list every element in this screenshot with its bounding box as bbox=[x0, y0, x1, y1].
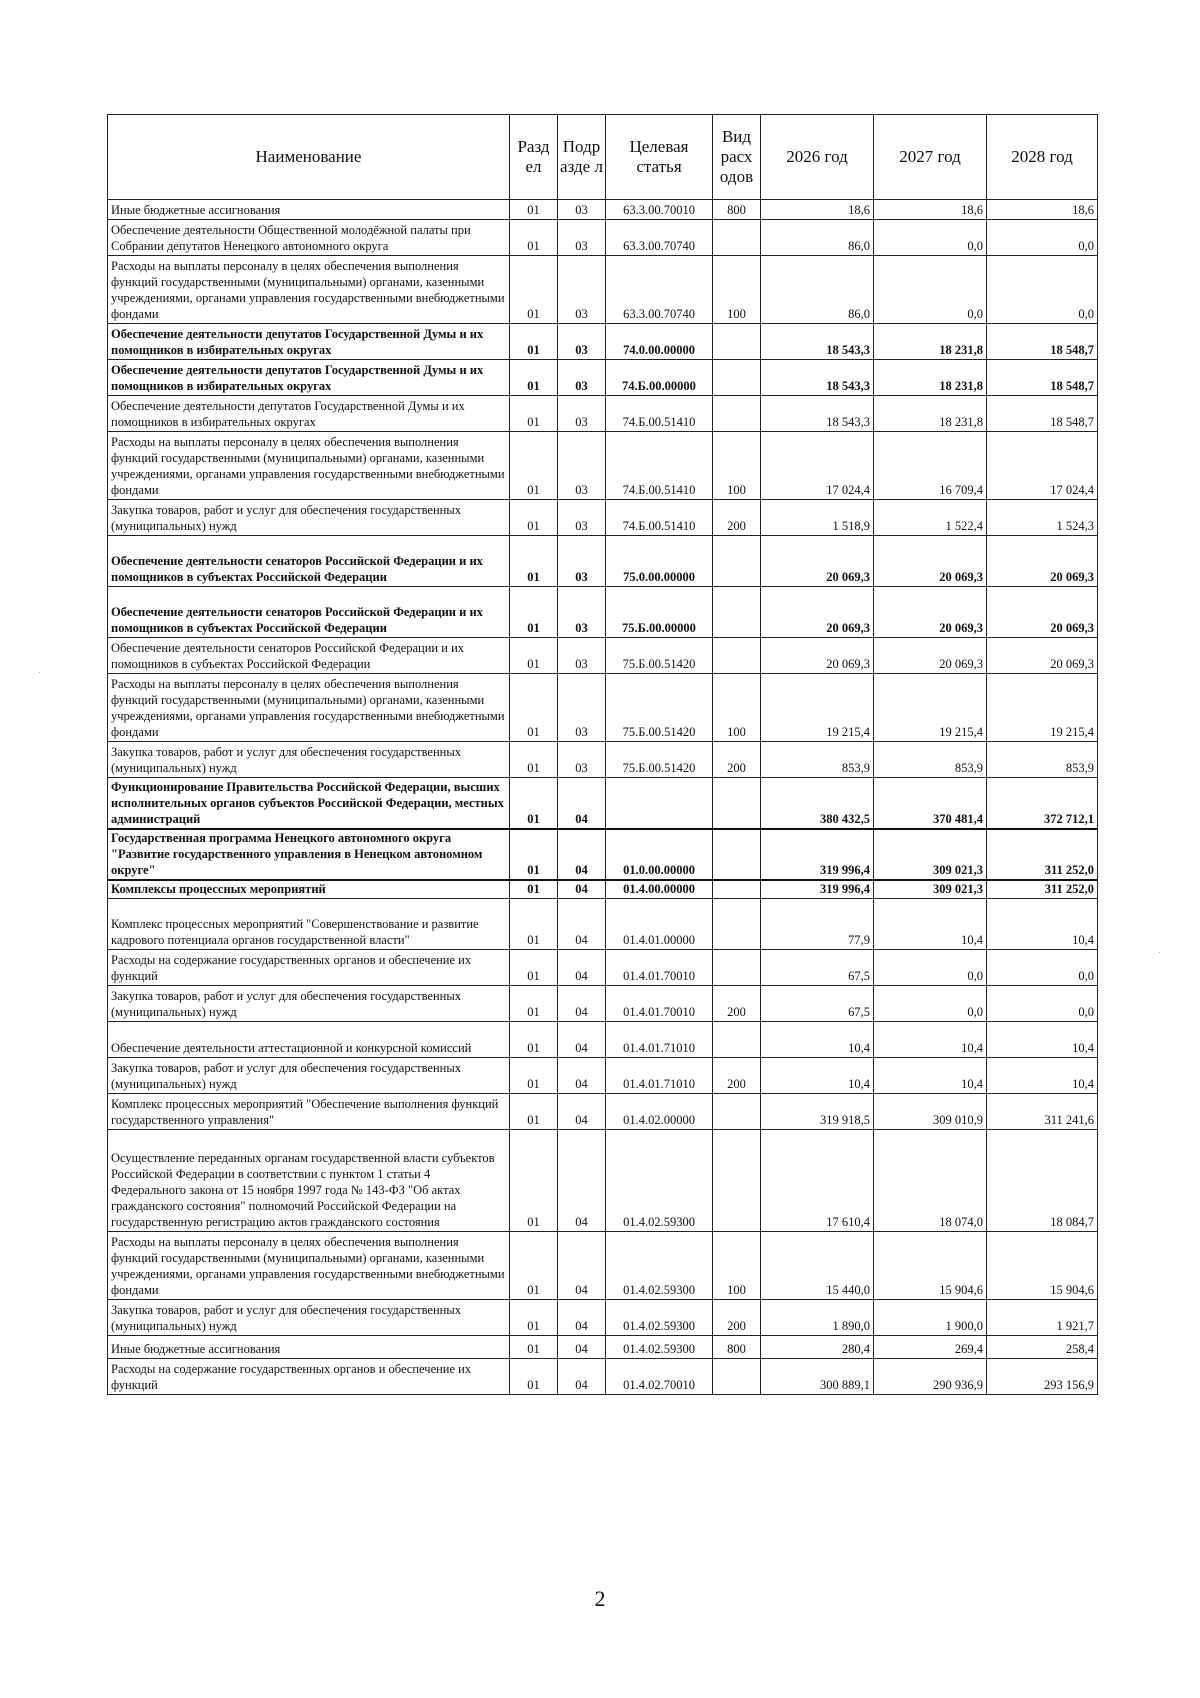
row-type: 200 bbox=[713, 500, 761, 536]
table-row bbox=[108, 1231, 1098, 1299]
row-target: 01.4.02.59300 bbox=[606, 1299, 713, 1335]
row-name: Комплекс процессных мероприятий "Совершенствование и развитие кадрового потенциала органов государственной власти" bbox=[108, 898, 510, 949]
row-value-2028: 311 252,0 bbox=[987, 880, 1098, 899]
row-value-2026: 18 543,3 bbox=[761, 324, 874, 360]
table-row bbox=[108, 1129, 1098, 1231]
row-value-2028: 10,4 bbox=[987, 1021, 1098, 1057]
row-type bbox=[713, 360, 761, 396]
row-subsection: 03 bbox=[558, 500, 606, 536]
row-value-2026: 18 543,3 bbox=[761, 360, 874, 396]
row-name: Иные бюджетные ассигнования bbox=[108, 1335, 510, 1358]
row-value-2026: 20 069,3 bbox=[761, 587, 874, 638]
row-section: 01 bbox=[510, 1231, 558, 1299]
row-value-2028: 0,0 bbox=[987, 949, 1098, 985]
row-value-2027: 18 231,8 bbox=[874, 396, 987, 432]
row-value-2028: 18,6 bbox=[987, 200, 1098, 220]
row-value-2027: 10,4 bbox=[874, 898, 987, 949]
row-name: Обеспечение деятельности аттестационной и конкурсной комиссий bbox=[108, 1021, 510, 1057]
row-name: Осуществление переданных органам государственной власти субъектов Российской Федерации в соответствии с пунктом 1 статьи 4 Федерального закона от 15 ноября 1997 года № 143-ФЗ "Об актах гражданского состояния" полномочий Российской Федерации на государственную регистрацию актов гражданского состояния bbox=[108, 1129, 510, 1231]
row-target: 01.4.00.00000 bbox=[606, 880, 713, 899]
row-subsection: 04 bbox=[558, 985, 606, 1021]
table-header-row bbox=[108, 115, 1098, 200]
table-row bbox=[108, 985, 1098, 1021]
row-subsection: 03 bbox=[558, 587, 606, 638]
row-value-2028: 18 084,7 bbox=[987, 1129, 1098, 1231]
row-name: Иные бюджетные ассигнования bbox=[108, 200, 510, 220]
row-value-2027: 0,0 bbox=[874, 985, 987, 1021]
row-name: Обеспечение деятельности депутатов Государственной Думы и их помощников в избирательных округах bbox=[108, 324, 510, 360]
header-section: Разд ел bbox=[510, 115, 558, 200]
row-type: 100 bbox=[713, 256, 761, 324]
table-row bbox=[108, 674, 1098, 742]
row-value-2026: 300 889,1 bbox=[761, 1358, 874, 1394]
row-target: 63.3.00.70010 bbox=[606, 200, 713, 220]
row-value-2026: 18 543,3 bbox=[761, 396, 874, 432]
row-section: 01 bbox=[510, 256, 558, 324]
row-subsection: 04 bbox=[558, 880, 606, 899]
row-target: 74.Б.00.51410 bbox=[606, 500, 713, 536]
row-name: Расходы на выплаты персоналу в целях обеспечения выполнения функций государственными (муниципальными) органами, казенными учреждениями, органами управления государственными внебюджетными фондами bbox=[108, 432, 510, 500]
row-value-2028: 19 215,4 bbox=[987, 674, 1098, 742]
table-row bbox=[108, 500, 1098, 536]
row-value-2026: 18,6 bbox=[761, 200, 874, 220]
row-target: 01.4.02.59300 bbox=[606, 1335, 713, 1358]
row-value-2026: 17 610,4 bbox=[761, 1129, 874, 1231]
row-value-2028: 10,4 bbox=[987, 898, 1098, 949]
row-value-2026: 380 432,5 bbox=[761, 778, 874, 829]
row-type: 200 bbox=[713, 1057, 761, 1093]
row-name: Обеспечение деятельности сенаторов Российской Федерации и их помощников в субъектах Российской Федерации bbox=[108, 638, 510, 674]
row-name: Закупка товаров, работ и услуг для обеспечения государственных (муниципальных) нужд bbox=[108, 742, 510, 778]
row-subsection: 04 bbox=[558, 1093, 606, 1129]
row-section: 01 bbox=[510, 1358, 558, 1394]
row-type bbox=[713, 1021, 761, 1057]
row-subsection: 04 bbox=[558, 1021, 606, 1057]
row-value-2027: 18,6 bbox=[874, 200, 987, 220]
row-name: Закупка товаров, работ и услуг для обеспечения государственных (муниципальных) нужд bbox=[108, 500, 510, 536]
row-value-2027: 853,9 bbox=[874, 742, 987, 778]
row-subsection: 03 bbox=[558, 256, 606, 324]
row-target: 74.0.00.00000 bbox=[606, 324, 713, 360]
row-value-2027: 18 231,8 bbox=[874, 360, 987, 396]
row-name: Функционирование Правительства Российской Федерации, высших исполнительных органов субъектов Российской Федерации, местных администраций bbox=[108, 778, 510, 829]
row-type bbox=[713, 1129, 761, 1231]
row-value-2026: 853,9 bbox=[761, 742, 874, 778]
row-section: 01 bbox=[510, 220, 558, 256]
row-target: 75.Б.00.51420 bbox=[606, 742, 713, 778]
row-target: 01.4.01.70010 bbox=[606, 985, 713, 1021]
row-section: 01 bbox=[510, 587, 558, 638]
row-section: 01 bbox=[510, 829, 558, 880]
row-section: 01 bbox=[510, 500, 558, 536]
row-value-2026: 15 440,0 bbox=[761, 1231, 874, 1299]
table-row bbox=[108, 1021, 1098, 1057]
row-name: Расходы на содержание государственных органов и обеспечение их функций bbox=[108, 1358, 510, 1394]
row-type bbox=[713, 898, 761, 949]
row-type bbox=[713, 536, 761, 587]
row-section: 01 bbox=[510, 1057, 558, 1093]
row-value-2027: 10,4 bbox=[874, 1057, 987, 1093]
row-name: Обеспечение деятельности Общественной молодёжной палаты при Собрании депутатов Ненецкого автономного округа bbox=[108, 220, 510, 256]
row-target: 75.0.00.00000 bbox=[606, 536, 713, 587]
row-section: 01 bbox=[510, 1299, 558, 1335]
table-row bbox=[108, 898, 1098, 949]
row-target: 01.4.01.70010 bbox=[606, 949, 713, 985]
row-value-2027: 19 215,4 bbox=[874, 674, 987, 742]
row-name: Комплексы процессных мероприятий bbox=[108, 880, 510, 899]
row-subsection: 03 bbox=[558, 200, 606, 220]
row-value-2028: 1 524,3 bbox=[987, 500, 1098, 536]
row-section: 01 bbox=[510, 778, 558, 829]
row-target: 63.3.00.70740 bbox=[606, 256, 713, 324]
row-target: 01.4.01.71010 bbox=[606, 1057, 713, 1093]
row-target: 75.Б.00.51420 bbox=[606, 638, 713, 674]
row-section: 01 bbox=[510, 200, 558, 220]
table-row bbox=[108, 1057, 1098, 1093]
row-section: 01 bbox=[510, 949, 558, 985]
table-row bbox=[108, 1093, 1098, 1129]
table-row bbox=[108, 1299, 1098, 1335]
row-type: 800 bbox=[713, 200, 761, 220]
row-value-2028: 18 548,7 bbox=[987, 360, 1098, 396]
row-target: 63.3.00.70740 bbox=[606, 220, 713, 256]
table-body bbox=[108, 200, 1098, 1395]
row-name: Обеспечение деятельности сенаторов Российской Федерации и их помощников в субъектах Российской Федерации bbox=[108, 536, 510, 587]
table-row bbox=[108, 778, 1098, 829]
table-row bbox=[108, 638, 1098, 674]
row-value-2026: 319 996,4 bbox=[761, 880, 874, 899]
table-row bbox=[108, 1335, 1098, 1358]
row-type bbox=[713, 587, 761, 638]
row-type: 100 bbox=[713, 432, 761, 500]
header-2027: 2027 год bbox=[874, 115, 987, 200]
row-value-2028: 15 904,6 bbox=[987, 1231, 1098, 1299]
row-type bbox=[713, 829, 761, 880]
row-value-2028: 20 069,3 bbox=[987, 587, 1098, 638]
row-value-2027: 0,0 bbox=[874, 220, 987, 256]
row-target: 01.4.02.59300 bbox=[606, 1231, 713, 1299]
row-target: 75.Б.00.00000 bbox=[606, 587, 713, 638]
budget-table bbox=[107, 114, 1098, 1395]
row-subsection: 03 bbox=[558, 638, 606, 674]
row-value-2027: 20 069,3 bbox=[874, 536, 987, 587]
row-value-2026: 17 024,4 bbox=[761, 432, 874, 500]
row-type bbox=[713, 1358, 761, 1394]
table-row bbox=[108, 1358, 1098, 1394]
row-section: 01 bbox=[510, 536, 558, 587]
row-value-2026: 67,5 bbox=[761, 949, 874, 985]
row-value-2026: 10,4 bbox=[761, 1021, 874, 1057]
row-value-2028: 20 069,3 bbox=[987, 536, 1098, 587]
row-value-2028: 293 156,9 bbox=[987, 1358, 1098, 1394]
table-row bbox=[108, 324, 1098, 360]
row-type: 100 bbox=[713, 1231, 761, 1299]
row-value-2026: 77,9 bbox=[761, 898, 874, 949]
table-row bbox=[108, 829, 1098, 880]
row-value-2028: 18 548,7 bbox=[987, 324, 1098, 360]
row-value-2028: 1 921,7 bbox=[987, 1299, 1098, 1335]
row-target: 01.0.00.00000 bbox=[606, 829, 713, 880]
page-number: 2 bbox=[594, 1586, 606, 1611]
row-subsection: 03 bbox=[558, 324, 606, 360]
row-subsection: 04 bbox=[558, 829, 606, 880]
row-target: 01.4.02.70010 bbox=[606, 1358, 713, 1394]
row-type bbox=[713, 949, 761, 985]
row-value-2028: 10,4 bbox=[987, 1057, 1098, 1093]
header-2028: 2028 год bbox=[987, 115, 1098, 200]
table-row bbox=[108, 360, 1098, 396]
row-name: Комплекс процессных мероприятий "Обеспечение выполнения функций государственного управления" bbox=[108, 1093, 510, 1129]
row-value-2026: 280,4 bbox=[761, 1335, 874, 1358]
row-name: Закупка товаров, работ и услуг для обеспечения государственных (муниципальных) нужд bbox=[108, 1057, 510, 1093]
row-subsection: 04 bbox=[558, 1299, 606, 1335]
table-row bbox=[108, 432, 1098, 500]
row-value-2026: 319 918,5 bbox=[761, 1093, 874, 1129]
row-name: Государственная программа Ненецкого автономного округа "Развитие государственного управления в Ненецком автономном округе" bbox=[108, 829, 510, 880]
row-value-2026: 67,5 bbox=[761, 985, 874, 1021]
row-value-2026: 319 996,4 bbox=[761, 829, 874, 880]
row-type bbox=[713, 778, 761, 829]
row-subsection: 04 bbox=[558, 1335, 606, 1358]
row-section: 01 bbox=[510, 742, 558, 778]
row-type bbox=[713, 220, 761, 256]
scan-speck: · bbox=[1158, 948, 1162, 959]
row-subsection: 04 bbox=[558, 898, 606, 949]
scan-speck: · bbox=[38, 668, 42, 679]
row-target: 74.Б.00.00000 bbox=[606, 360, 713, 396]
header-2026: 2026 год bbox=[761, 115, 874, 200]
row-target: 74.Б.00.51410 bbox=[606, 396, 713, 432]
row-value-2028: 0,0 bbox=[987, 985, 1098, 1021]
table-row bbox=[108, 880, 1098, 899]
row-value-2028: 17 024,4 bbox=[987, 432, 1098, 500]
row-subsection: 04 bbox=[558, 1231, 606, 1299]
row-value-2028: 853,9 bbox=[987, 742, 1098, 778]
row-subsection: 04 bbox=[558, 1358, 606, 1394]
row-value-2026: 20 069,3 bbox=[761, 638, 874, 674]
row-subsection: 03 bbox=[558, 432, 606, 500]
row-section: 01 bbox=[510, 898, 558, 949]
table-row bbox=[108, 396, 1098, 432]
row-value-2027: 10,4 bbox=[874, 1021, 987, 1057]
row-name: Обеспечение деятельности депутатов Государственной Думы и их помощников в избирательных округах bbox=[108, 360, 510, 396]
row-value-2027: 1 900,0 bbox=[874, 1299, 987, 1335]
row-type: 200 bbox=[713, 1299, 761, 1335]
header-type: Вид расх одов bbox=[713, 115, 761, 200]
row-type bbox=[713, 324, 761, 360]
row-target: 01.4.02.00000 bbox=[606, 1093, 713, 1129]
row-subsection: 04 bbox=[558, 1057, 606, 1093]
row-value-2026: 20 069,3 bbox=[761, 536, 874, 587]
row-value-2027: 290 936,9 bbox=[874, 1358, 987, 1394]
row-target: 01.4.02.59300 bbox=[606, 1129, 713, 1231]
row-subsection: 03 bbox=[558, 674, 606, 742]
row-name: Закупка товаров, работ и услуг для обеспечения государственных (муниципальных) нужд bbox=[108, 1299, 510, 1335]
row-subsection: 03 bbox=[558, 360, 606, 396]
row-value-2027: 16 709,4 bbox=[874, 432, 987, 500]
row-type bbox=[713, 396, 761, 432]
row-value-2027: 0,0 bbox=[874, 256, 987, 324]
table-row bbox=[108, 220, 1098, 256]
row-type: 100 bbox=[713, 674, 761, 742]
row-name: Обеспечение деятельности сенаторов Российской Федерации и их помощников в субъектах Российской Федерации bbox=[108, 587, 510, 638]
row-name: Закупка товаров, работ и услуг для обеспечения государственных (муниципальных) нужд bbox=[108, 985, 510, 1021]
header-name: Наименование bbox=[108, 115, 510, 200]
row-value-2027: 269,4 bbox=[874, 1335, 987, 1358]
row-value-2028: 258,4 bbox=[987, 1335, 1098, 1358]
row-value-2028: 311 252,0 bbox=[987, 829, 1098, 880]
row-name: Расходы на выплаты персоналу в целях обеспечения выполнения функций государственными (муниципальными) органами, казенными учреждениями, органами управления государственными внебюджетными фондами bbox=[108, 1231, 510, 1299]
row-section: 01 bbox=[510, 638, 558, 674]
row-value-2027: 0,0 bbox=[874, 949, 987, 985]
table-row bbox=[108, 256, 1098, 324]
table-row bbox=[108, 949, 1098, 985]
row-value-2028: 20 069,3 bbox=[987, 638, 1098, 674]
row-value-2027: 20 069,3 bbox=[874, 638, 987, 674]
row-target: 01.4.01.00000 bbox=[606, 898, 713, 949]
row-target bbox=[606, 778, 713, 829]
row-target: 74.Б.00.51410 bbox=[606, 432, 713, 500]
row-type: 200 bbox=[713, 742, 761, 778]
header-subsection: Подр азде л bbox=[558, 115, 606, 200]
row-section: 01 bbox=[510, 1093, 558, 1129]
row-subsection: 04 bbox=[558, 778, 606, 829]
row-type: 200 bbox=[713, 985, 761, 1021]
row-value-2027: 309 021,3 bbox=[874, 829, 987, 880]
row-value-2027: 370 481,4 bbox=[874, 778, 987, 829]
row-value-2028: 0,0 bbox=[987, 256, 1098, 324]
row-value-2028: 311 241,6 bbox=[987, 1093, 1098, 1129]
row-name: Расходы на выплаты персоналу в целях обеспечения выполнения функций государственными (муниципальными) органами, казенными учреждениями, органами управления государственными внебюджетными фондами bbox=[108, 256, 510, 324]
row-section: 01 bbox=[510, 985, 558, 1021]
row-section: 01 bbox=[510, 1021, 558, 1057]
row-subsection: 03 bbox=[558, 536, 606, 587]
row-section: 01 bbox=[510, 674, 558, 742]
row-value-2026: 1 518,9 bbox=[761, 500, 874, 536]
row-section: 01 bbox=[510, 880, 558, 899]
row-subsection: 03 bbox=[558, 220, 606, 256]
row-section: 01 bbox=[510, 1129, 558, 1231]
row-section: 01 bbox=[510, 396, 558, 432]
table-row bbox=[108, 200, 1098, 220]
row-subsection: 03 bbox=[558, 742, 606, 778]
row-value-2028: 18 548,7 bbox=[987, 396, 1098, 432]
row-value-2026: 10,4 bbox=[761, 1057, 874, 1093]
row-value-2028: 372 712,1 bbox=[987, 778, 1098, 829]
row-subsection: 03 bbox=[558, 396, 606, 432]
row-value-2027: 1 522,4 bbox=[874, 500, 987, 536]
row-section: 01 bbox=[510, 432, 558, 500]
row-value-2027: 20 069,3 bbox=[874, 587, 987, 638]
table-row bbox=[108, 742, 1098, 778]
row-value-2026: 86,0 bbox=[761, 256, 874, 324]
row-value-2027: 309 021,3 bbox=[874, 880, 987, 899]
row-section: 01 bbox=[510, 360, 558, 396]
row-value-2026: 1 890,0 bbox=[761, 1299, 874, 1335]
row-value-2027: 18 074,0 bbox=[874, 1129, 987, 1231]
header-target: Целевая статья bbox=[606, 115, 713, 200]
row-type bbox=[713, 1093, 761, 1129]
row-subsection: 04 bbox=[558, 949, 606, 985]
row-value-2027: 15 904,6 bbox=[874, 1231, 987, 1299]
row-target: 75.Б.00.51420 bbox=[606, 674, 713, 742]
row-name: Расходы на содержание государственных органов и обеспечение их функций bbox=[108, 949, 510, 985]
table-row bbox=[108, 536, 1098, 587]
row-name: Расходы на выплаты персоналу в целях обеспечения выполнения функций государственными (муниципальными) органами, казенными учреждениями, органами управления государственными внебюджетными фондами bbox=[108, 674, 510, 742]
row-value-2026: 19 215,4 bbox=[761, 674, 874, 742]
row-section: 01 bbox=[510, 1335, 558, 1358]
row-value-2028: 0,0 bbox=[987, 220, 1098, 256]
row-value-2027: 18 231,8 bbox=[874, 324, 987, 360]
row-type bbox=[713, 638, 761, 674]
row-type: 800 bbox=[713, 1335, 761, 1358]
row-value-2026: 86,0 bbox=[761, 220, 874, 256]
row-type bbox=[713, 880, 761, 899]
row-target: 01.4.01.71010 bbox=[606, 1021, 713, 1057]
table-row bbox=[108, 587, 1098, 638]
row-name: Обеспечение деятельности депутатов Государственной Думы и их помощников в избирательных округах bbox=[108, 396, 510, 432]
row-value-2027: 309 010,9 bbox=[874, 1093, 987, 1129]
row-section: 01 bbox=[510, 324, 558, 360]
row-subsection: 04 bbox=[558, 1129, 606, 1231]
